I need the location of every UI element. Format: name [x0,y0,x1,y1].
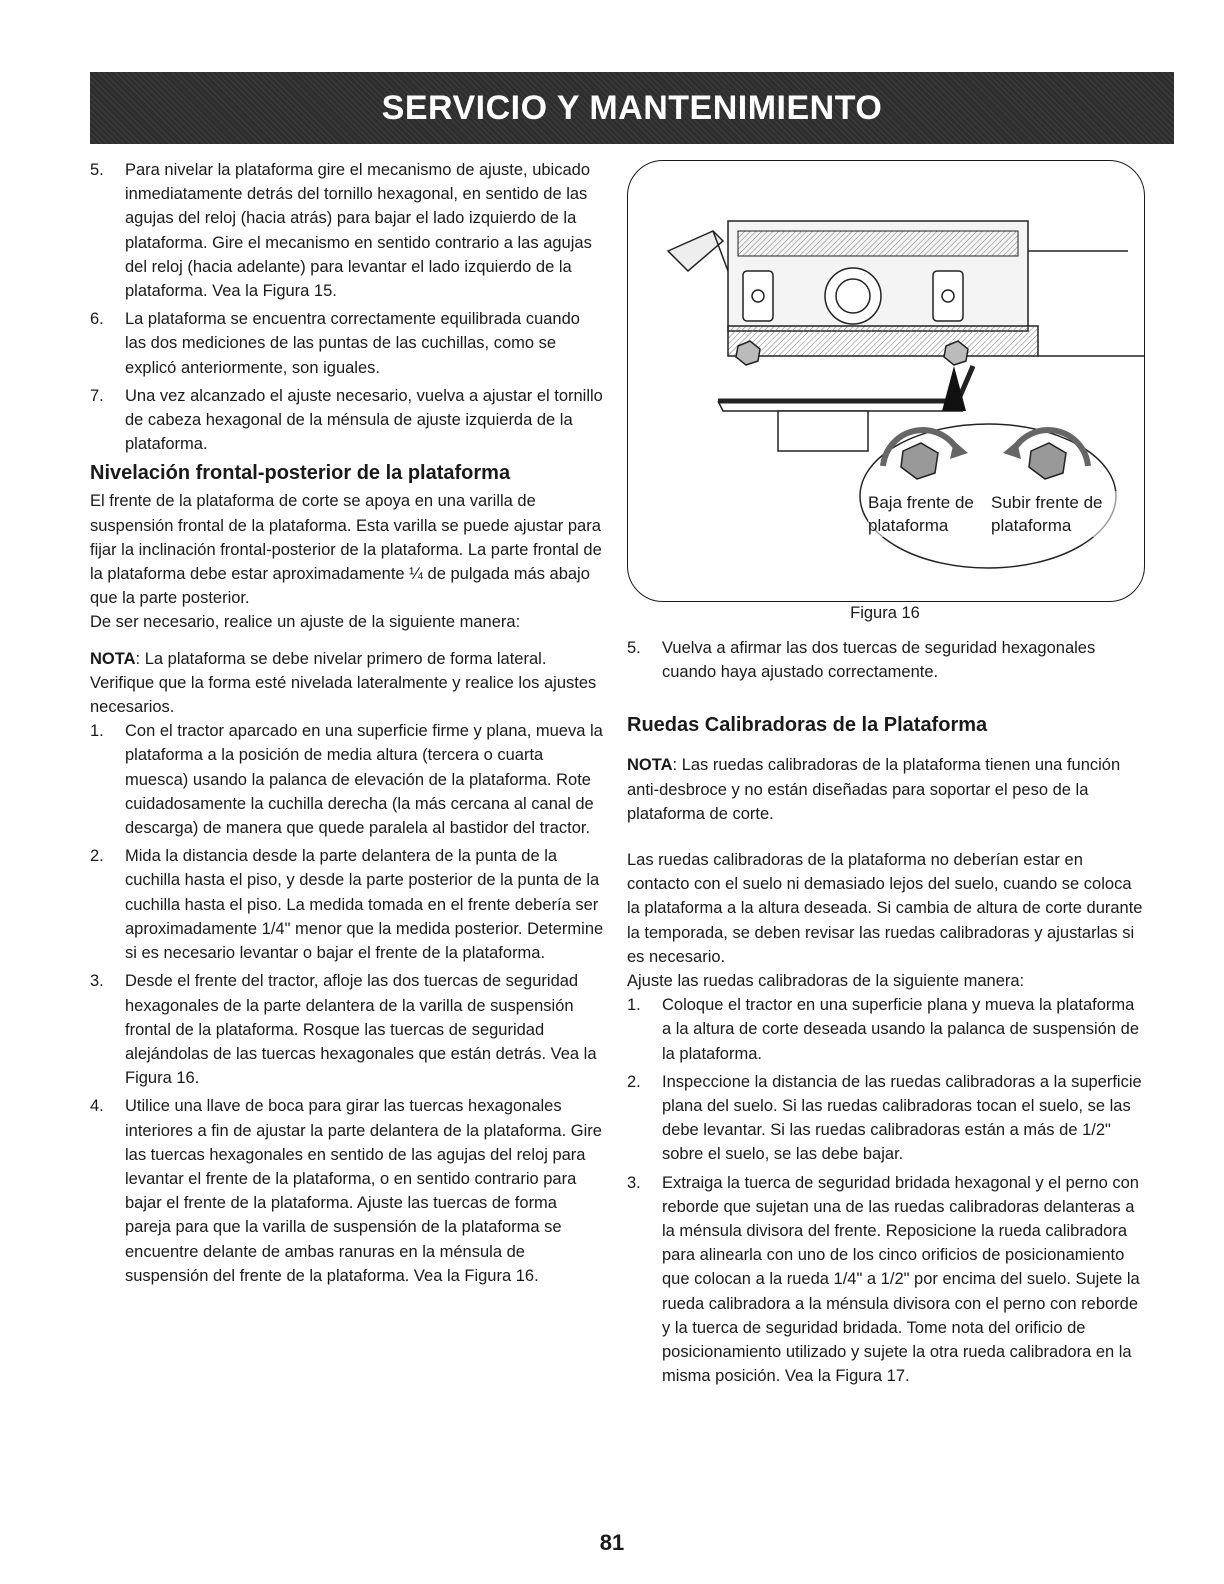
figure-caption: Figura 16 [850,604,920,622]
list-item: 1. Con el tractor aparcado en una superficie firme y plana, mueva la plataforma a la posición de media altura (tercera o cuarta muesca) usando la palanca de elevación de la plataforma. Rote cuidadosamente la cuchilla derecha (la más cercana al canal de descarga) de manera que quede paralela al bastidor del tractor. [90,722,603,838]
list-item: 5. Para nivelar la plataforma gire el mecanismo de ajuste, ubicado inmediatamente detrás del tornillo hexagonal, en sentido de las agujas del reloj (hacia atrás) para bajar el lado izquierdo de la plataforma. Gire el mecanismo en sentido contrario a las agujas del reloj (hacia adelante) para levantar el lado izquierdo de la plataforma. Vea la Figura 15. [90,161,592,301]
list-item: 7. Una vez alcanzado el ajuste necesario, vuelva a ajustar el tornillo de cabeza hexagonal de la ménsula de ajuste izquierda de la plataforma. [90,386,603,454]
list-item: 3. Extraiga la tuerca de seguridad bridada hexagonal y el perno con reborde que sujetan una de las ruedas calibradoras delanteras a la ménsula divisora del frente. Reposicione la rueda calibradora para alinearla con uno de los cinco orificios de posicionamiento que colocan a la rueda 1/4" a 1/2" por encima del suelo. Sujete la rueda calibradora a la ménsula divisora con el perno con reborde y la tuerca de seguridad bridada. Tome nota del orificio de posicionamiento utilizado y sujete la otra rueda calibradora en la misma posición. Vea la Figura 17. [627,1173,1140,1386]
left-column [90,158,605,1292]
note-paragraph: NOTA: La plataforma se debe nivelar primero de forma lateral. Verifique que la forma esté nivelada lateralmente y realice los ajustes necesarios. [90,649,597,717]
callout-raise-deck: Subir frente de plataforma [991,491,1119,537]
list-item: 2. Inspeccione la distancia de las ruedas calibradoras a la superficie plana del suelo. Si las ruedas calibradoras tocan el suelo, se las debe levantar. Si las ruedas calibradoras están a más de 1/2" sobre el suelo, se las debe bajar. [627,1072,1142,1164]
list-item: 3. Desde el frente del tractor, afloje las dos tuercas de seguridad hexagonales de la parte delantera de la varilla de suspensión frontal de la plataforma. Rosque las tuercas de seguridad alejándolas de las tuercas hexagonales que están detrás. Vea la Figura 16. [90,972,597,1088]
list-item: 1. Coloque el tractor en una superficie plana y mueva la plataforma a la altura de corte deseada usando la palanca de suspensión de la plataforma. [627,996,1140,1063]
list-item: 6. La plataforma se encuentra correctamente equilibrada cuando las dos mediciones de las puntas de las cuchillas, como se explicó anteriormente, son iguales. [90,310,580,377]
note-label: NOTA [90,649,136,668]
gauge-wheel-steps [627,993,1147,1388]
list-item: 2. Mida la distancia desde la parte delantera de la punta de la cuchilla hasta el piso, y desde la parte posterior de la punta de la cuchilla hasta el piso. La medida tomada en el frente debería ser aproximadamente 1/4" menor que la medida posterior. Determine si es necesario levantar o bajar el frente de la plataforma. [90,847,604,963]
callout-lower-deck: Baja frente de plataforma [868,491,990,537]
gauge-wheels-heading: Ruedas Calibradoras de la Plataforma [627,714,988,737]
retighten-step [627,636,1147,684]
note-label: NOTA [627,756,673,775]
gauge-wheels-paragraph: Las ruedas calibradoras de la plataforma no deberían estar en contacto con el suelo ni demasiado lejos del suelo, cuando se coloca la plataforma a la altura deseada. Si cambia de altura de corte durante la temporada, se deben revisar las ruedas calibradoras y ajustarlas si es necesario. [627,851,1143,966]
leveling-steps-top [90,158,605,456]
gauge-wheels-paragraph-2: Ajuste las ruedas calibradoras de la siguiente manera: [627,972,1025,991]
front-rear-steps [90,719,605,1288]
section-header-bar [90,72,1174,144]
right-column [627,636,1147,1392]
page-number: 81 [599,1530,625,1555]
note-paragraph: NOTA: Las ruedas calibradoras de la plataforma tienen una función anti-desbroce y no están diseñadas para soportar el peso de la plataforma de corte. [627,756,1121,823]
intro-paragraph-2: De ser necesario, realice un ajuste de la siguiente manera: [90,613,521,632]
section-title: SERVICIO Y MANTENIMIENTO [381,88,883,127]
list-item: 5. Vuelva a afirmar las dos tuercas de seguridad hexagonales cuando haya ajustado correctamente. [627,639,1096,682]
front-rear-leveling-heading: Nivelación frontal-posterior de la plataforma [90,462,511,485]
list-item: 4. Utilice una llave de boca para girar las tuercas hexagonales interiores a fin de ajustar la parte delantera de la plataforma. Gire las tuercas hexagonales en sentido de las agujas del reloj para levantar el frente de la plataforma, o en sentido contrario para bajar el frente de la plataforma. Ajuste las tuercas de forma pareja para que la varilla de suspensión de la plataforma se encuentre delante de ambas ranuras en la ménsula de suspensión del frente de la plataforma. Vea la Figura 16. [90,1097,602,1285]
figure-16 [627,160,1145,602]
intro-paragraph: El frente de la plataforma de corte se apoya en una varilla de suspensión frontal de la plataforma. Esta varilla se puede ajustar para fijar la inclinación frontal-posterior de la plataforma. La parte frontal de la plataforma debe estar aproximadamente ¼ de pulgada más abajo que la parte posterior. [90,492,602,608]
